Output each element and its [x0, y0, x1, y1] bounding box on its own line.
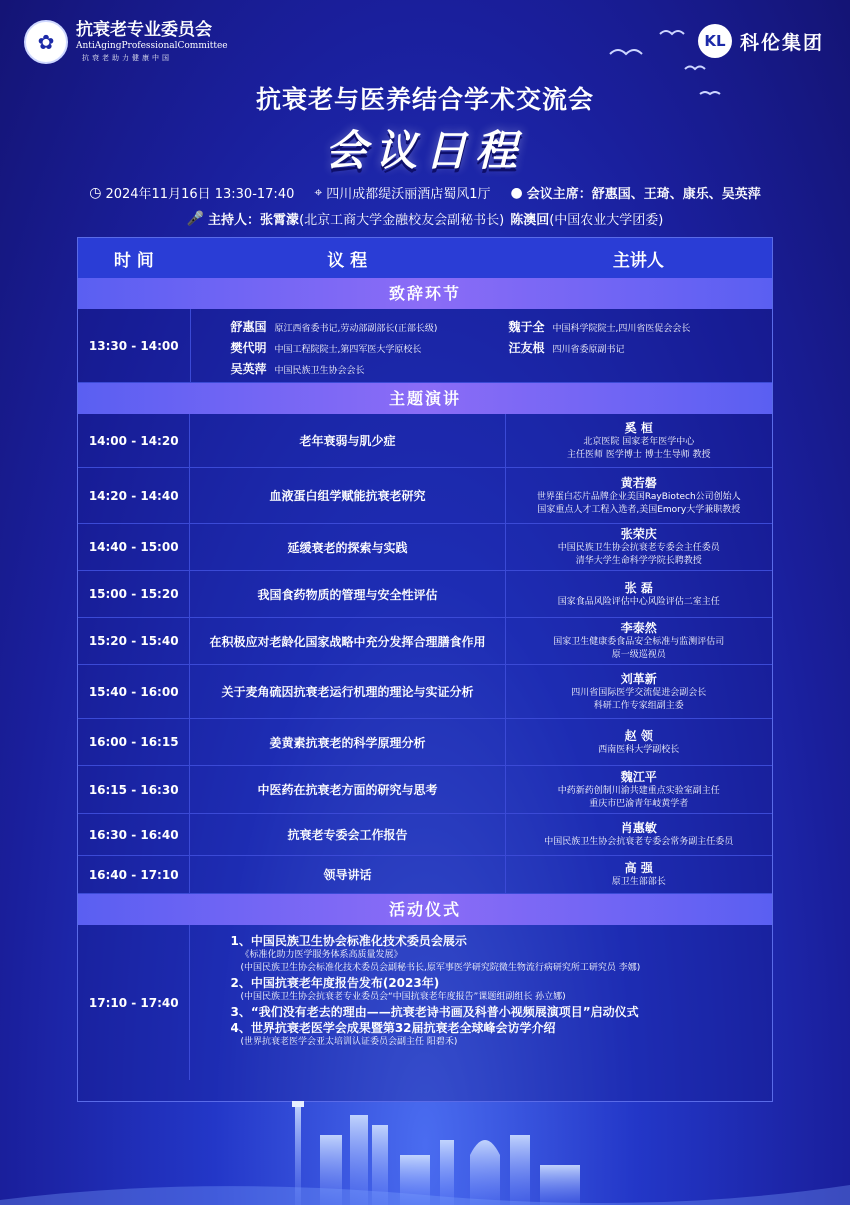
talk-speaker — [506, 766, 772, 813]
talk-time: 16:40 - 17:10 — [78, 856, 190, 893]
speaker-title: 科研工作专家组副主委 — [593, 700, 684, 711]
speaker-title: 世界蛋白芯片品牌企业美国RayBiotech公司创始人 — [536, 491, 741, 502]
talk-time: 14:00 - 14:20 — [78, 414, 190, 467]
host-label: 主持人： — [208, 213, 261, 228]
talk-time: 16:15 - 16:30 — [78, 766, 190, 813]
table-header — [78, 238, 772, 278]
talk-topic: 老年衰弱与肌少症 — [190, 414, 505, 467]
speaker-name: 张荣庆 — [620, 527, 657, 541]
welcome-person: 汪友根 四川省委原副书记 — [508, 341, 625, 355]
section-welcome: 致辞环节 — [78, 278, 772, 309]
org-logo — [24, 20, 228, 64]
talk-time: 16:00 - 16:15 — [78, 719, 190, 765]
talk-topic: 我国食药物质的管理与安全性评估 — [190, 571, 505, 617]
talk-speaker — [506, 618, 772, 664]
talk-time: 16:30 - 16:40 — [78, 814, 190, 855]
speaker-title: 清华大学生命科学学院长聘教授 — [575, 556, 702, 566]
sponsor-logo — [698, 24, 824, 58]
talk-speaker — [506, 571, 772, 617]
talk-topic: 姜黄素抗衰老的科学原理分析 — [190, 719, 505, 765]
talk-time: 15:40 - 16:00 — [78, 665, 190, 718]
datetime-text: 2024年11月16日 13:30-17:40 — [105, 187, 295, 202]
talk-time: 15:20 - 15:40 — [78, 618, 190, 664]
org-slogan: 抗衰老助力健康中国 — [82, 54, 172, 62]
ceremony-item-detail: (世界抗衰老医学会亚太培训认证委员会副主任 阳碧禾) — [240, 1037, 458, 1047]
speaker-name: 张 磊 — [624, 580, 653, 595]
welcome-person: 魏于全 中国科学院院士,四川省医促会会长 — [508, 320, 691, 334]
ceremony-item-detail: 《标准化助力医学服务体系高质量发展》 — [240, 950, 403, 960]
talk-topic: 抗衰老专委会工作报告 — [190, 814, 505, 855]
org-emblem-icon: ✿ — [24, 20, 68, 64]
table-row — [78, 856, 772, 894]
header-speaker: 主讲人 — [612, 250, 664, 271]
org-name-en: AntiAgingProfessionalCommittee — [76, 41, 228, 51]
table-row — [78, 414, 772, 468]
speaker-name: 高 强 — [624, 861, 653, 875]
talk-speaker — [506, 856, 772, 893]
talk-time: 14:20 - 14:40 — [78, 468, 190, 523]
speaker-name: 魏江平 — [620, 769, 657, 784]
ceremony-item: 2、中国抗衰老年度报告发布(2023年) — [230, 976, 440, 990]
table-row — [78, 468, 772, 524]
talk-topic: 关于麦角硫因抗衰老运行机理的理论与实证分析 — [190, 665, 505, 718]
talk-speaker — [506, 665, 772, 718]
ceremony-items — [190, 925, 772, 1080]
host-info-row — [0, 209, 850, 228]
chairs-text: 舒惠国、王琦、康乐、吴英萍 — [591, 187, 761, 202]
speaker-title: 四川省国际医学交流促进会副会长 — [571, 687, 707, 698]
speaker-name: 刘革新 — [620, 671, 657, 686]
host1-name: 张霄濛 — [260, 213, 300, 228]
page-title: 抗衰老与医养结合学术交流会 — [255, 85, 594, 114]
speaker-title: 中国民族卫生协会抗衰老专委会常务副主任委员 — [544, 837, 734, 847]
speaker-name: 奚 桓 — [624, 420, 653, 435]
ceremony-time: 17:10 - 17:40 — [78, 925, 190, 1080]
location-pin-icon: ⌖ — [314, 184, 323, 201]
speaker-title: 原一级巡视员 — [611, 650, 666, 660]
table-row — [78, 814, 772, 856]
page-subtitle: 会议日程 — [324, 126, 525, 175]
ceremony-row — [78, 925, 772, 1080]
talk-topic: 血液蛋白组学赋能抗衰老研究 — [190, 468, 505, 523]
talk-speaker — [506, 414, 772, 467]
table-row — [78, 618, 772, 665]
person-icon: ● — [510, 184, 523, 201]
welcome-speakers — [191, 309, 772, 382]
microphone-icon: 🎤 — [186, 210, 205, 227]
talk-topic: 领导讲话 — [190, 856, 505, 893]
venue-text: 四川成都缇沃丽酒店蜀风1厅 — [326, 187, 491, 202]
talk-speaker — [506, 468, 772, 523]
venue-info — [314, 183, 490, 202]
ceremony-item: 1、中国民族卫生协会标准化技术委员会展示 — [230, 934, 467, 948]
table-row — [78, 665, 772, 719]
header-topic: 议 程 — [327, 250, 368, 271]
table-row — [78, 719, 772, 766]
ceremony-item: 4、世界抗衰老医学会成果暨第32届抗衰老全球峰会访学介绍 — [230, 1021, 556, 1035]
welcome-time: 13:30 - 14:00 — [78, 309, 191, 382]
speaker-title: 国家重点人才工程入选者,美国Emory大学兼职教授 — [537, 504, 741, 515]
host2-name: 陈澳回 — [510, 213, 550, 228]
sponsor-emblem-icon: KL — [698, 24, 732, 58]
talk-time: 14:40 - 15:00 — [78, 524, 190, 570]
speaker-title: 北京医院 国家老年医学中心 — [583, 436, 695, 447]
speaker-name: 肖惠敏 — [620, 821, 657, 835]
clock-icon: ◷ — [89, 184, 102, 201]
chairs-label: 会议主席： — [526, 187, 592, 202]
ceremony-item: 3、“我们没有老去的理由——抗衰老诗书画及科普小视频展演项目”启动仪式 — [230, 1005, 639, 1019]
table-row — [78, 571, 772, 618]
welcome-person: 吴英萍 中国民族卫生协会会长 — [230, 362, 365, 376]
talk-topic: 在积极应对老龄化国家战略中充分发挥合理膳食作用 — [190, 618, 505, 664]
ceremony-item-detail: (中国民族卫生协会标准化技术委员会副秘书长,原军事医学研究院微生物流行病研究所工研究员 李娜) — [240, 963, 641, 973]
chairs-info — [511, 183, 761, 202]
welcome-row — [78, 309, 772, 383]
header-time: 时 间 — [113, 250, 154, 271]
speaker-title: 国家食品风险评估中心风险评估二室主任 — [557, 596, 720, 607]
host1-title: (北京工商大学金融校友会副秘书长) — [299, 213, 505, 228]
talk-speaker — [506, 719, 772, 765]
org-name: 抗衰老专业委员会 — [76, 20, 212, 40]
host2-title: (中国农业大学团委) — [549, 213, 664, 228]
speaker-title: 中药新药创制川渝共建重点实验室副主任 — [557, 785, 720, 796]
speaker-name: 赵 领 — [624, 728, 653, 743]
sponsor-name: 科伦集团 — [739, 31, 824, 54]
schedule-table — [77, 237, 773, 1102]
speaker-title: 重庆市巴渝青年岐黄学者 — [589, 798, 689, 809]
talks-list — [78, 414, 772, 894]
table-row — [78, 524, 772, 571]
talk-topic: 延缓衰老的探索与实践 — [190, 524, 505, 570]
ceremony-item-detail: (中国民族卫生协会抗衰老专业委员会“中国抗衰老年度报告”课题组副组长 孙立娜) — [240, 992, 566, 1002]
speaker-name: 李泰然 — [620, 621, 657, 635]
city-skyline-decoration — [0, 1095, 850, 1205]
talk-time: 15:00 - 15:20 — [78, 571, 190, 617]
section-ceremony: 活动仪式 — [78, 894, 772, 925]
talk-speaker — [506, 814, 772, 855]
table-row — [78, 766, 772, 814]
talk-speaker — [506, 524, 772, 570]
speaker-title: 中国民族卫生协会抗衰老专委会主任委员 — [557, 543, 720, 553]
section-keynote: 主题演讲 — [78, 383, 772, 414]
speaker-title: 国家卫生健康委食品安全标准与监测评估司 — [553, 637, 725, 647]
speaker-title: 西南医科大学副校长 — [598, 744, 680, 755]
talk-topic: 中医药在抗衰老方面的研究与思考 — [190, 766, 505, 813]
meeting-info-row — [0, 183, 850, 202]
welcome-person: 樊代明 中国工程院院士,第四军医大学原校长 — [230, 341, 422, 355]
datetime-info — [89, 183, 294, 202]
speaker-title: 主任医师 医学博士 博士生导师 教授 — [566, 449, 711, 460]
speaker-title: 原卫生部部长 — [611, 877, 666, 887]
speaker-name: 黄若磐 — [620, 475, 657, 490]
welcome-person: 舒惠国 原江西省委书记,劳动部副部长(正部长级) — [230, 320, 438, 334]
